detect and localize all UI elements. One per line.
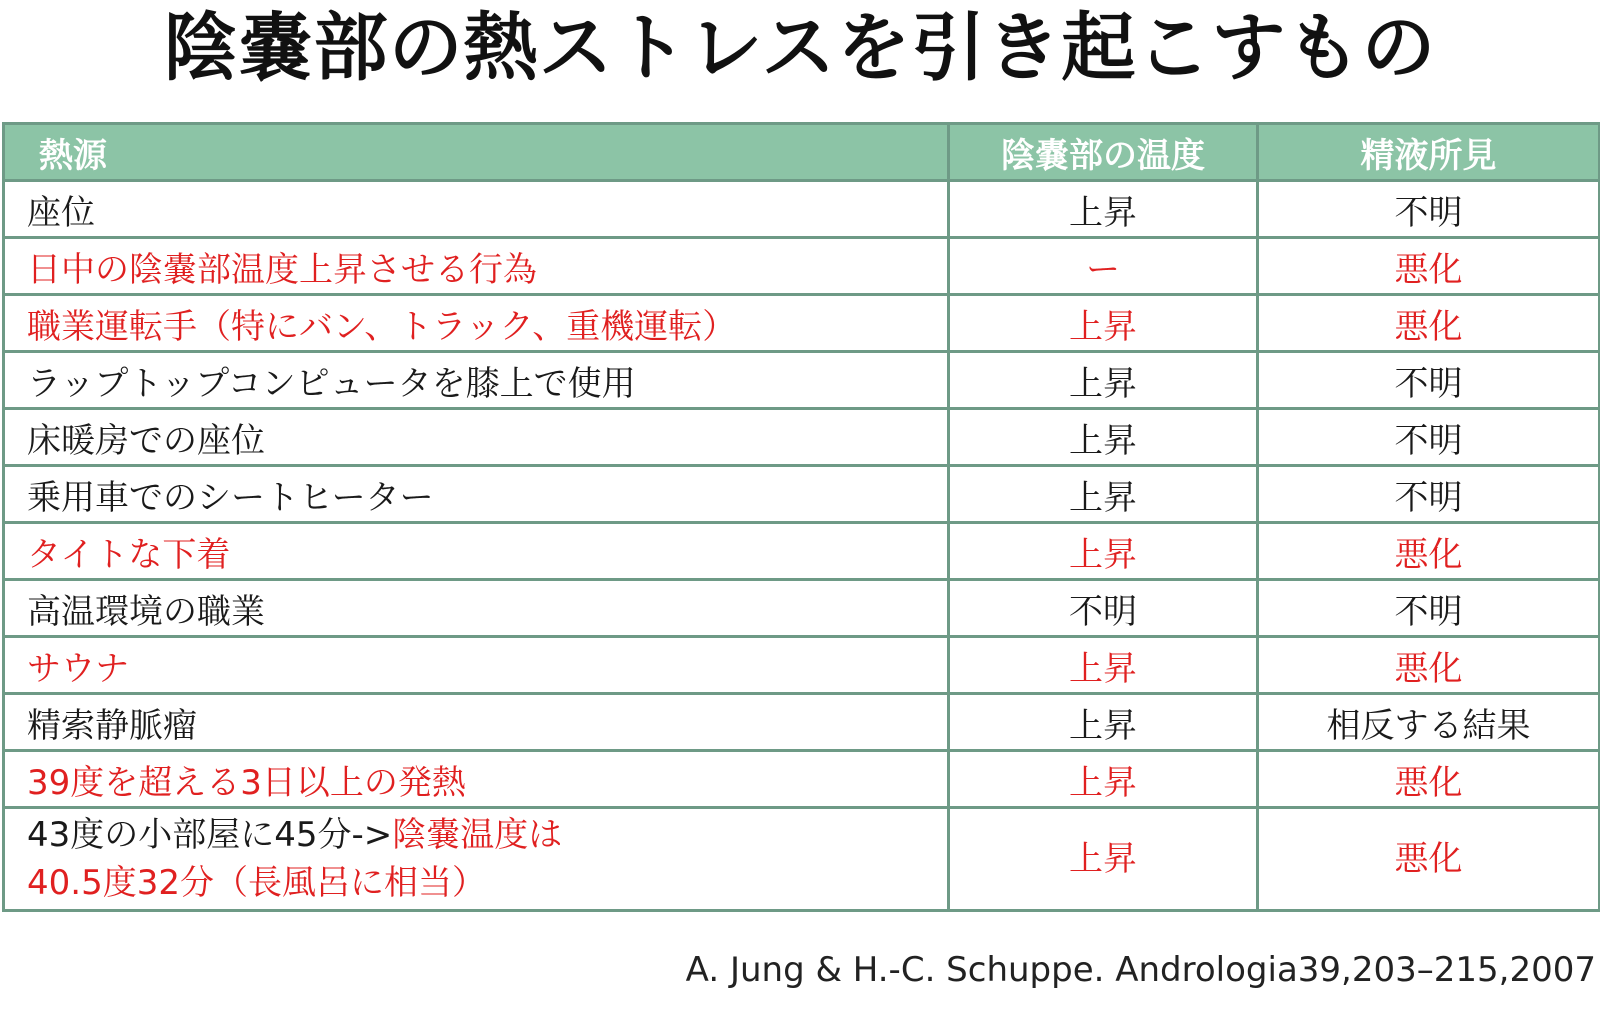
cell-source: タイトな下着 bbox=[4, 523, 949, 580]
table-row bbox=[4, 352, 1600, 409]
cell-semen: 不明 bbox=[1258, 580, 1600, 637]
cell-temp: 上昇 bbox=[949, 295, 1258, 352]
cell-source: 床暖房での座位 bbox=[4, 409, 949, 466]
cell-temp: 不明 bbox=[949, 580, 1258, 637]
cell-temp: 上昇 bbox=[949, 466, 1258, 523]
table-row bbox=[4, 580, 1600, 637]
cell-temp-last: 上昇 bbox=[949, 808, 1258, 911]
table-row bbox=[4, 637, 1600, 694]
cell-temp: 上昇 bbox=[949, 523, 1258, 580]
cell-source: 39度を超える3日以上の発熱 bbox=[4, 751, 949, 808]
source-last-line2: 40.5度32分（長風呂に相当） bbox=[27, 863, 486, 903]
header-heat-source: 熱源 bbox=[4, 124, 949, 181]
cell-source: 乗用車でのシートヒーター bbox=[4, 466, 949, 523]
cell-semen: 不明 bbox=[1258, 466, 1600, 523]
table-row bbox=[4, 181, 1600, 238]
table-row bbox=[4, 523, 1600, 580]
cell-source-last bbox=[4, 808, 949, 911]
citation: A. Jung & H.-C. Schuppe. Andrologia39,203–215,2007 bbox=[685, 950, 1596, 990]
source-last-part2: 陰嚢温度は bbox=[392, 815, 563, 855]
cell-source: サウナ bbox=[4, 637, 949, 694]
cell-semen: 悪化 bbox=[1258, 238, 1600, 295]
cell-source: 職業運転手（特にバン、トラック、重機運転） bbox=[4, 295, 949, 352]
header-scrotal-temp: 陰嚢部の温度 bbox=[949, 124, 1258, 181]
header-semen-findings: 精液所見 bbox=[1258, 124, 1600, 181]
cell-temp: 上昇 bbox=[949, 181, 1258, 238]
cell-semen: 悪化 bbox=[1258, 751, 1600, 808]
cell-temp: 上昇 bbox=[949, 352, 1258, 409]
table-row bbox=[4, 466, 1600, 523]
heat-source-table bbox=[2, 122, 1600, 912]
cell-semen: 悪化 bbox=[1258, 295, 1600, 352]
cell-source: ラップトップコンピュータを膝上で使用 bbox=[4, 352, 949, 409]
cell-temp: 上昇 bbox=[949, 409, 1258, 466]
table-header-row bbox=[4, 124, 1600, 181]
table-body bbox=[4, 181, 1600, 911]
cell-temp: 上昇 bbox=[949, 694, 1258, 751]
cell-semen: 悪化 bbox=[1258, 637, 1600, 694]
cell-semen: 不明 bbox=[1258, 181, 1600, 238]
cell-semen: 悪化 bbox=[1258, 523, 1600, 580]
cell-semen: 不明 bbox=[1258, 352, 1600, 409]
table-row bbox=[4, 694, 1600, 751]
page-title: 陰嚢部の熱ストレスを引き起こすもの bbox=[163, 5, 1437, 91]
cell-semen: 相反する結果 bbox=[1258, 694, 1600, 751]
cell-temp: 上昇 bbox=[949, 751, 1258, 808]
cell-semen: 不明 bbox=[1258, 409, 1600, 466]
table-row bbox=[4, 295, 1600, 352]
cell-source: 日中の陰嚢部温度上昇させる行為 bbox=[4, 238, 949, 295]
source-last-part1: 43度の小部屋に45分-> bbox=[27, 815, 393, 855]
cell-temp: ー bbox=[949, 238, 1258, 295]
table-row-last bbox=[4, 808, 1600, 911]
cell-temp: 上昇 bbox=[949, 637, 1258, 694]
cell-source: 座位 bbox=[4, 181, 949, 238]
table-row bbox=[4, 238, 1600, 295]
cell-source: 高温環境の職業 bbox=[4, 580, 949, 637]
cell-source: 精索静脈瘤 bbox=[4, 694, 949, 751]
table-row bbox=[4, 409, 1600, 466]
table-row bbox=[4, 751, 1600, 808]
cell-semen-last: 悪化 bbox=[1258, 808, 1600, 911]
